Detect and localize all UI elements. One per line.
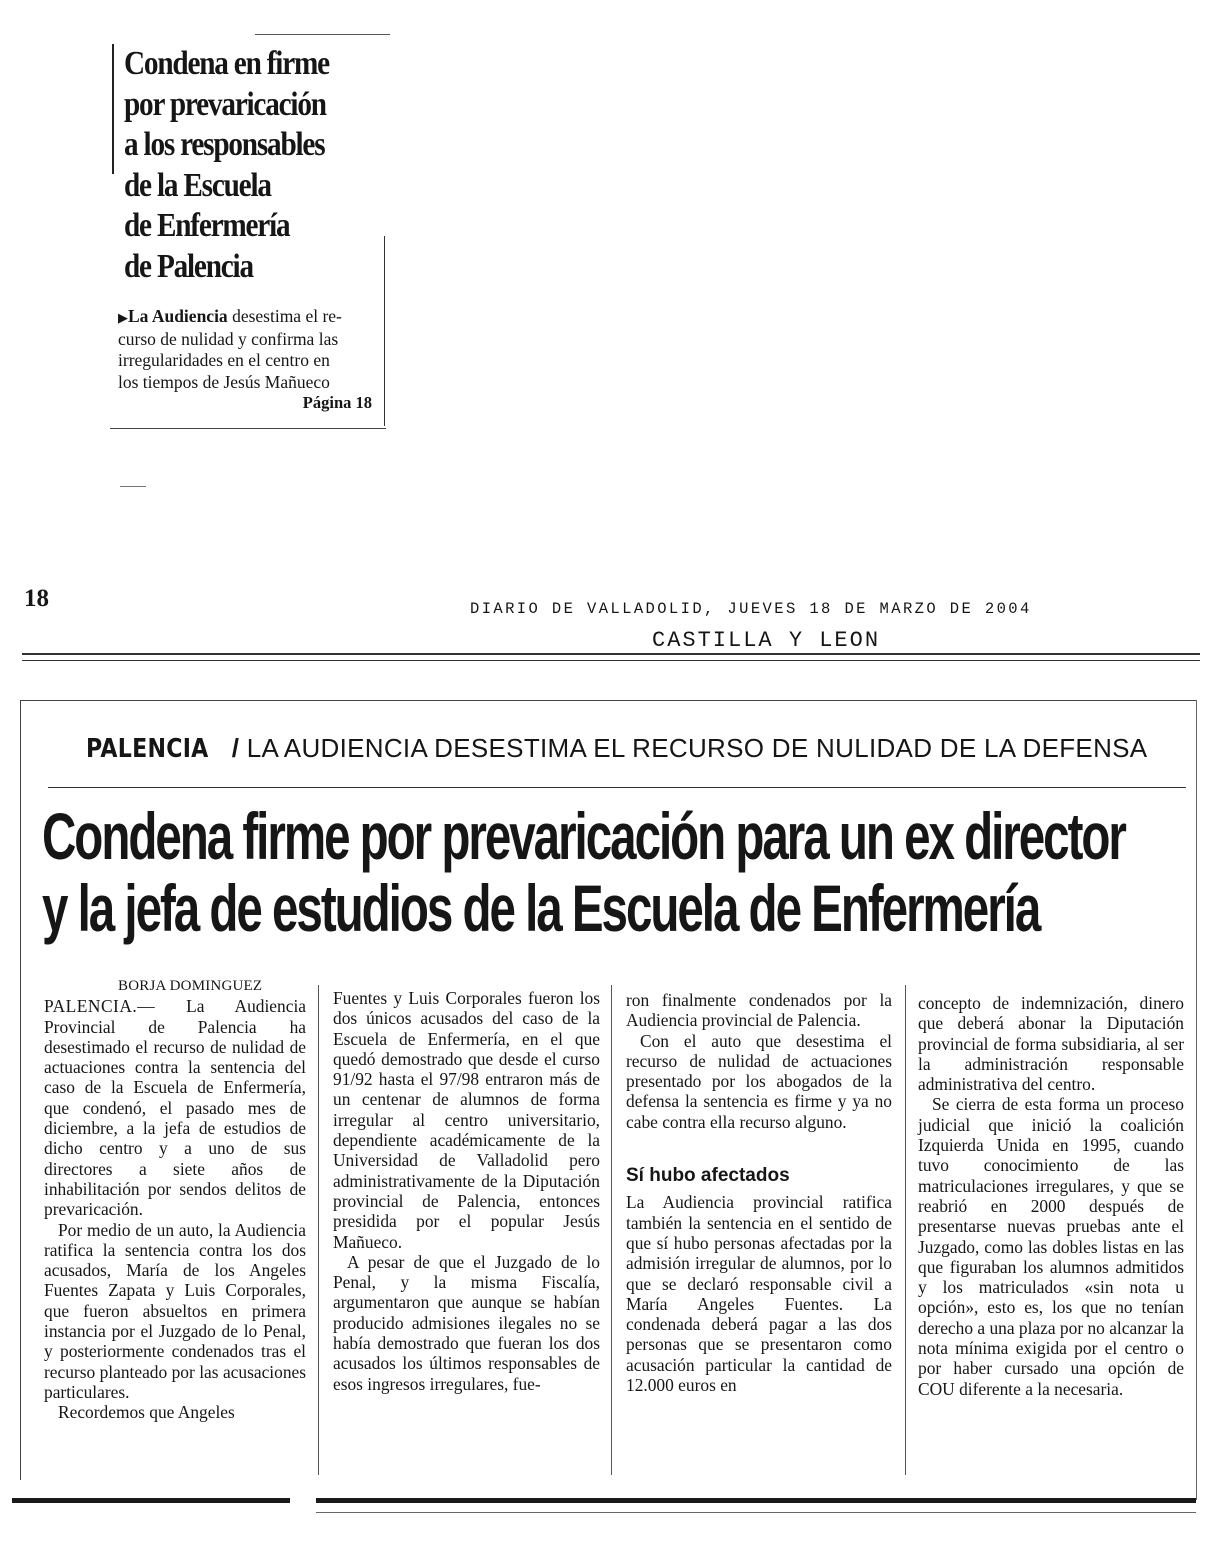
teaser-headline-line: por prevaricación [124, 85, 326, 123]
article-kicker [86, 733, 1147, 764]
subheading: Sí hubo afectados [626, 1165, 790, 1187]
paragraph: A pesar de que el Juzgado de lo Penal, y la misma Fiscalía, argumentaron que aunque se habían producido admisiones ilegales no se había demostrado que fueran los dos acusados los últimos responsables de esos ingresos irregulares, fue- [333, 1251, 600, 1394]
kicker-place: PALENCIA [86, 734, 209, 764]
column-separator [611, 985, 612, 1475]
teaser-summary [118, 306, 373, 393]
teaser-summary-line: desestima el re- [227, 306, 342, 326]
article-column-2 [333, 988, 600, 1394]
bottom-rule [316, 1498, 1196, 1503]
article-headline [42, 800, 1125, 944]
teaser-page-reference: Página 18 [302, 393, 372, 412]
article-frame-top [20, 700, 1196, 701]
column-separator [905, 985, 906, 1475]
article-frame-left [20, 700, 21, 1480]
divider [120, 486, 146, 487]
byline: BORJA DOMINGUEZ [118, 978, 263, 994]
paragraph: ron finalmente condenados por la Audiencia provincial de Palencia. [626, 990, 892, 1031]
teaser-summary-line: los tiempos de Jesús Mañueco [118, 371, 330, 392]
header-rule [22, 653, 1200, 655]
article-column-1 [44, 976, 306, 1423]
paragraph: La Audiencia provincial ratifica también la sentencia en el sentido de que sí hubo personas afectadas por la admisión irregular de alumnos, por lo que se declaró responsable civil a María Angeles Fuentes. La condenada deberá pagar a las dos personas que se presentaron como acusación particular la cantidad de 12.000 euros en [626, 1192, 892, 1396]
section-name: CASTILLA Y LEON [652, 628, 881, 653]
bottom-thin-rule [316, 1512, 1196, 1513]
teaser-summary-lead: La Audiencia [128, 306, 228, 326]
paragraph: Con el auto que desestima el recurso de nulidad de actuaciones presentado por los abogados de la defensa la sentencia es firme y ya no cabe contra ella recurso alguno. [626, 1030, 892, 1132]
article-column-3 [626, 990, 892, 1395]
article-frame-right [1196, 700, 1197, 1500]
paragraph: Por medio de un auto, la Audiencia ratifica la sentencia contra los dos acusados, María de los Angeles Fuentes Zapata y Luis Corporales, que fueron absueltos en primera instancia por el Juzgado de lo Penal, y posteriormente condenados tras el recurso planteado por las acusaciones particulares. [44, 1219, 306, 1402]
kicker-slash: / [231, 733, 240, 763]
paragraph: Se cierra de esta forma un proceso judicial que inició la coalición Izquierda Unida en 1995, cuando tuvo conocimiento de las matriculaciones irregulares, y que se reabrió en 2000 después de presentarse nuevas pruebas ante el Juzgado, como las dobles listas en las que figuraban los alumnos admitidos y los matriculados «sin nota u opción», esto es, los que no tenían derecho a una plaza por no alcanzar la nota mínima exigida por el centro o por haber cursado una opción de COU diferente a la necesaria. [918, 1094, 1185, 1399]
teaser-top-rule [255, 34, 390, 35]
header-rule [22, 660, 1200, 661]
kicker-rule [48, 787, 1186, 788]
teaser-headline-line: Condena en firme [124, 45, 329, 82]
place-lead: PALENCIA.— [44, 996, 156, 1017]
newspaper-dateline: DIARIO DE VALLADOLID, JUEVES 18 DE MARZO DE 2004 [470, 600, 1032, 618]
teaser-bottom-rule [110, 428, 386, 429]
paragraph: Fuentes y Luis Corporales fueron los dos únicos acusados del caso de la Escuela de Enfermería, en el que quedó demostrado que desde el curso 91/92 hasta el 97/98 entraron más de un centenar de alumnos de forma irregular al centro universitario, dependiente académicamente de la Universidad de Valladolid pero administrativamente de la Diputación provincial de Palencia, entonces presidida por el popular Jesús Mañueco. [333, 988, 600, 1252]
headline-line: Condena firme por prevaricación para un ex director [42, 799, 1125, 873]
teaser-right-rule [384, 236, 385, 426]
paragraph: Recordemos que Angeles [58, 1402, 235, 1423]
headline-line: y la jefa de estudios de la Escuela de Enfermería [42, 871, 1040, 945]
teaser-headline-line: de la Escuela [124, 166, 271, 204]
column-separator [318, 985, 319, 1475]
kicker-text: LA AUDIENCIA DESESTIMA EL RECURSO DE NULIDAD DE LA DEFENSA [246, 733, 1148, 763]
teaser-left-rule [112, 44, 114, 174]
paragraph: concepto de indemnización, dinero que deberá abonar la Diputación provincial de forma subsidiaria, al ser la administración responsable administrativa del centro. [918, 993, 1184, 1095]
arrow-icon: ▶ [118, 310, 128, 325]
teaser-headline [124, 44, 349, 287]
paragraph [44, 996, 306, 1219]
teaser-summary-line: irregularidades en el centro en [118, 350, 330, 370]
paragraph-text: La Audiencia Provincial de Palencia ha desestimado el recurso de nulidad de actuaciones contra la sentencia del caso de la Escuela de Enfermería, que condenó, el pasado mes de diciembre, a la jefa de estudios de dicho centro y a uno de sus directores a siete años de inhabilitación por sendos delitos de prevaricación. [44, 996, 306, 1220]
teaser-headline-line: de Palencia [124, 247, 253, 285]
teaser-headline-line: a los responsables [124, 126, 325, 163]
bottom-rule [12, 1498, 290, 1503]
article-column-4 [918, 993, 1184, 1399]
teaser-summary-line: curso de nulidad y confirma las [118, 328, 339, 349]
page-number: 18 [24, 585, 49, 612]
teaser-headline-line: de Enfermería [124, 207, 290, 244]
